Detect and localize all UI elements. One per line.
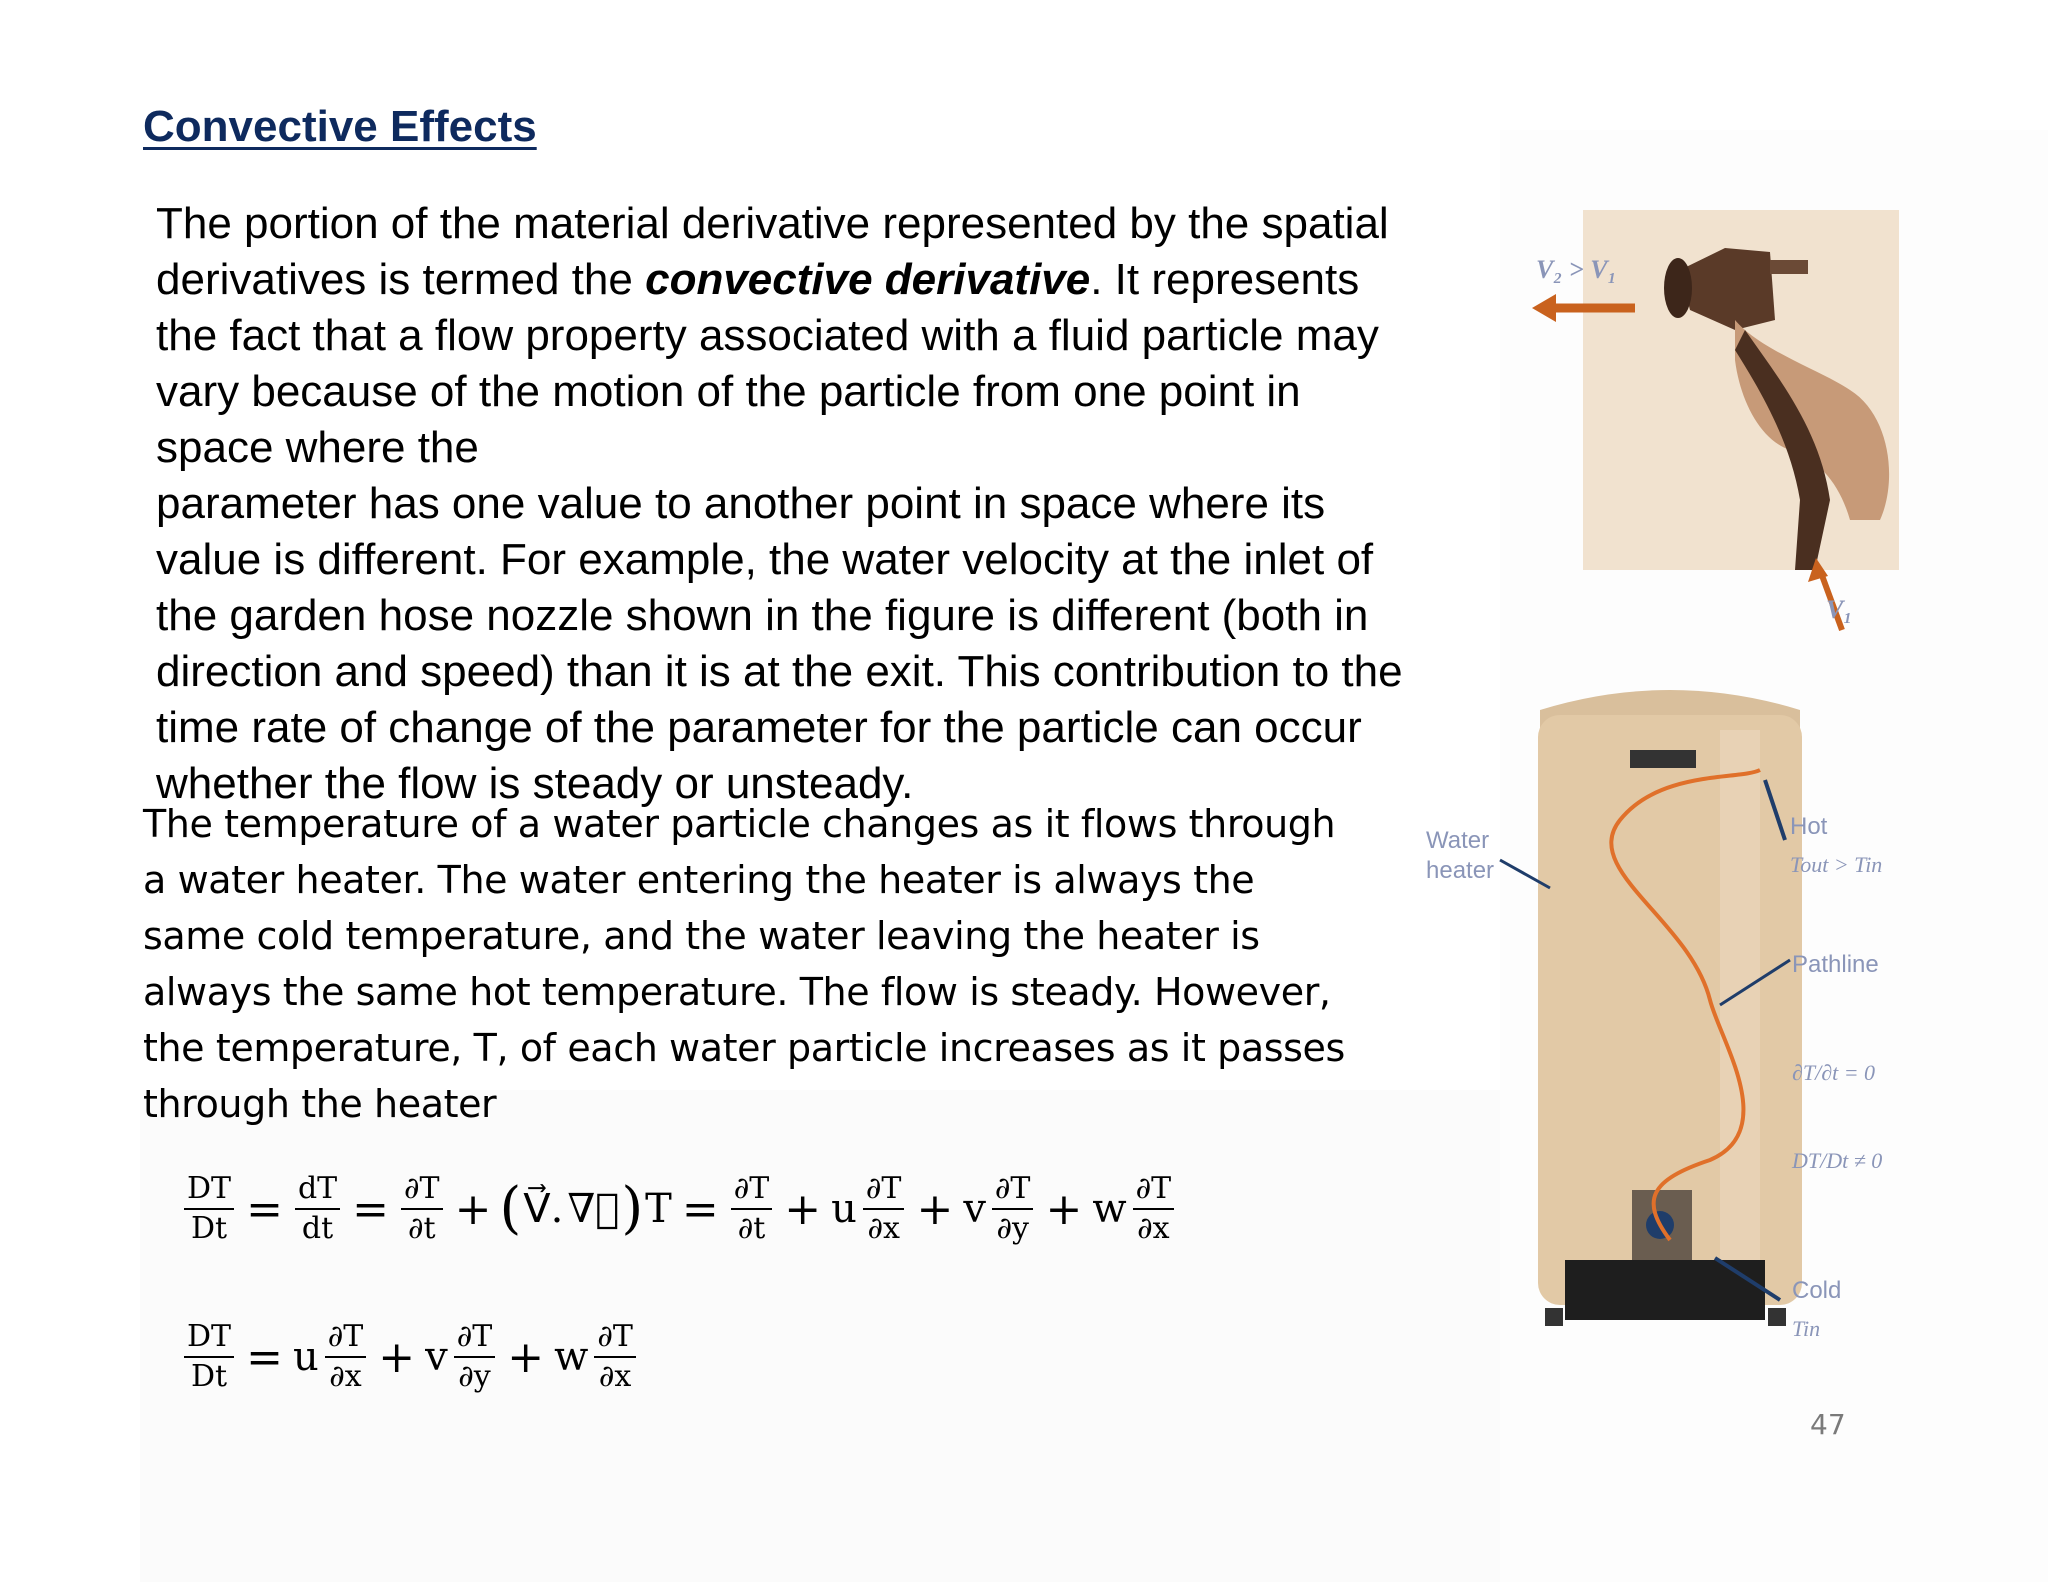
frac-num: ∂T [325, 1320, 367, 1358]
slide-title: Convective Effects [143, 102, 537, 151]
paragraph-line [156, 308, 1496, 364]
line-text: direction and speed) than it is at the exit. This contribution to the [156, 647, 1403, 696]
line-text: derivatives is termed the [156, 255, 646, 304]
nozzle-trigger [1770, 260, 1808, 274]
frac-partial-T-x [1133, 1172, 1175, 1246]
v2-gt-v1-label: V₂ > V₁ [1536, 255, 1617, 284]
line-text: the fact that a flow property associated with a fluid particle may [156, 311, 1379, 360]
brand-label [1630, 750, 1696, 768]
paragraph-line [156, 532, 1496, 588]
frac-den: dt [301, 1211, 334, 1246]
paragraph-line: through the heater [143, 1082, 497, 1126]
frac-DT-Dt [184, 1320, 234, 1394]
frac-den: ∂y [458, 1359, 491, 1394]
line-text: space where the [156, 423, 479, 472]
v-symbol: v [425, 1334, 448, 1380]
garden-hose-nozzle-figure [1520, 200, 1920, 640]
line-text: The portion of the material derivative represented by the spatial [156, 199, 1389, 248]
convective-derivative-term: convective derivative [645, 255, 1091, 304]
w-symbol: w [1092, 1186, 1127, 1232]
equals-sign: = [352, 1183, 390, 1235]
velocity-vector: V⃗. [523, 1186, 564, 1232]
paragraph-line: The temperature of a water particle changes as it flows through [143, 802, 1336, 846]
frac-dT-dt [295, 1172, 340, 1246]
frac-partial-T-x [325, 1320, 367, 1394]
w-symbol: w [554, 1334, 589, 1380]
frac-DT-Dt [184, 1172, 234, 1246]
frac-den: Dt [190, 1211, 228, 1246]
right-paren: ) [621, 1176, 644, 1241]
tank-leg-left [1545, 1308, 1563, 1326]
equals-sign: = [681, 1183, 719, 1235]
paragraph-line [156, 476, 1496, 532]
convective-derivative-paragraph [156, 196, 1496, 812]
pathline-label: Pathline [1792, 951, 1879, 978]
frac-num: ∂T [1133, 1172, 1175, 1210]
frac-partial-T-x [594, 1320, 636, 1394]
material-derivative-equation [180, 1172, 1178, 1246]
plus-sign: + [784, 1183, 822, 1235]
paragraph-line [156, 252, 1496, 308]
line-text: vary because of the motion of the particle from one point in [156, 367, 1301, 416]
paragraph-line: a water heater. The water entering the heater is always the [143, 858, 1255, 902]
frac-partial-T-y [992, 1172, 1034, 1246]
frac-num: ∂T [594, 1320, 636, 1358]
line-text: the garden hose nozzle shown in the figure is different (both in [156, 591, 1369, 640]
left-paren: ( [499, 1176, 522, 1241]
frac-num: ∂T [731, 1172, 773, 1210]
frac-num: ∂T [401, 1172, 443, 1210]
paragraph-line [156, 420, 1496, 476]
frac-den: ∂x [867, 1211, 900, 1246]
paragraph-line [156, 196, 1496, 252]
heater-label: heater [1426, 857, 1495, 884]
nozzle-tip [1664, 258, 1692, 318]
partial-derivative-label: ∂T/∂t = 0 [1792, 1060, 1876, 1085]
frac-partial-T-x [863, 1172, 905, 1246]
water-label: Water [1426, 827, 1490, 854]
plus-sign: + [507, 1331, 545, 1383]
plus-sign: + [1045, 1183, 1083, 1235]
line-text: time rate of change of the parameter for the particle can occur [156, 703, 1362, 752]
frac-den: Dt [190, 1359, 228, 1394]
v-symbol: v [963, 1186, 986, 1232]
frac-den: ∂x [598, 1359, 632, 1394]
plus-sign: + [454, 1183, 492, 1235]
nabla-operator: ∇⃗ [567, 1186, 620, 1232]
frac-den: ∂x [329, 1359, 362, 1394]
frac-den: ∂x [1137, 1211, 1170, 1246]
temperature-symbol: T [645, 1186, 672, 1232]
paragraph-line [156, 700, 1496, 756]
line-text: value is different. For example, the water velocity at the inlet of [156, 535, 1374, 584]
paragraph-line [156, 364, 1496, 420]
line-text: whether the flow is steady or unsteady. [156, 759, 914, 808]
v1-label: V₁ [1826, 595, 1853, 624]
plus-sign: + [378, 1331, 416, 1383]
frac-den: ∂t [408, 1211, 436, 1246]
equals-sign: = [246, 1183, 283, 1235]
paragraph-line: always the same hot temperature. The flow is steady. However, [143, 970, 1331, 1014]
tin-label: Tin [1792, 1316, 1821, 1341]
frac-den: ∂y [996, 1211, 1029, 1246]
tank-leg-right [1768, 1308, 1786, 1326]
paragraph-line: same cold temperature, and the water leaving the heater is [143, 914, 1260, 958]
material-derivative-label: DT/Dt ≠ 0 [1792, 1148, 1883, 1173]
frac-num: DT [184, 1320, 234, 1358]
frac-partial-T-t [731, 1172, 773, 1246]
frac-partial-T-t [401, 1172, 443, 1246]
paragraph-line [156, 644, 1496, 700]
paragraph-line [156, 588, 1496, 644]
tout-label: Tout > Tin [1790, 852, 1883, 877]
line-text: parameter has one value to another point in space where its [156, 479, 1326, 528]
water-heater-paragraph [143, 796, 1413, 1132]
frac-num: DT [184, 1172, 234, 1210]
paragraph-line: the temperature, T, of each water particle increases as it passes [143, 1026, 1345, 1070]
page-number: 47 [1810, 1408, 1846, 1441]
frac-num: dT [295, 1172, 340, 1210]
u-symbol: u [831, 1186, 857, 1232]
frac-den: ∂t [737, 1211, 766, 1246]
equals-sign: = [246, 1331, 283, 1383]
hot-label: Hot [1790, 813, 1828, 840]
u-symbol: u [292, 1334, 319, 1380]
frac-num: ∂T [992, 1172, 1034, 1210]
cold-label: Cold [1792, 1277, 1842, 1304]
line-text: . It represents [1090, 255, 1360, 304]
exit-arrowhead [1532, 294, 1556, 322]
frac-num: ∂T [863, 1172, 905, 1210]
water-heater-figure [1420, 660, 1920, 1360]
frac-num: ∂T [454, 1320, 496, 1358]
tank-highlight [1720, 730, 1760, 1290]
frac-partial-T-y [454, 1320, 496, 1394]
steady-flow-equation [180, 1320, 640, 1394]
plus-sign: + [916, 1183, 954, 1235]
